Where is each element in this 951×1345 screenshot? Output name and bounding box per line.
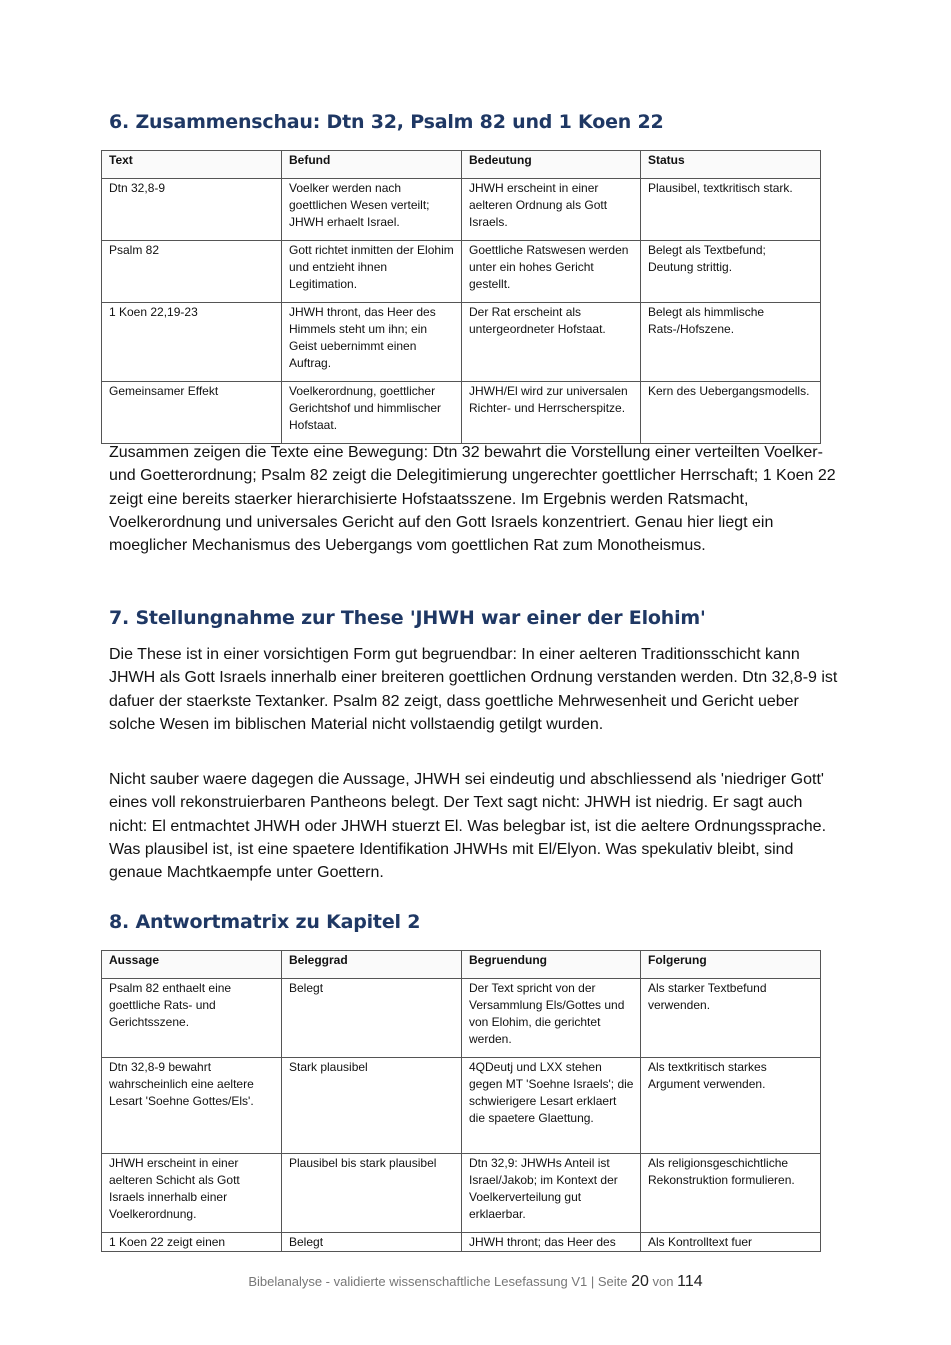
column-header: Status	[641, 151, 821, 179]
table-header-row	[102, 951, 821, 979]
table-cell: Dtn 32,9: JHWHs Anteil ist Israel/Jakob; im Kontext der Voelkerverteilung gut erklaerbar.	[462, 1154, 641, 1233]
table-cell: Voelkerordnung, goettlicher Gerichtshof und himmlischer Hofstaat.	[282, 382, 462, 444]
thesis-paragraph-1: Die These ist in einer vorsichtigen Form gut begruendbar: In einer aelteren Traditionsschicht kann JHWH als Gott Israels innerhalb einer breiteren goettlichen Ordnung verstanden werden. Dtn 32,8-9 ist dafuer der staerkste Textanker. Psalm 82 zeigt, dass goettliche Mehrwesenheit und Gericht ueber solche Wesen im biblischen Material nicht vollstaendig getilgt wurden.	[109, 646, 838, 733]
section-7-heading: 7. Stellungnahme zur These 'JHWH war einer der Elohim'	[109, 607, 706, 629]
footer-total-pages: 114	[677, 1273, 703, 1290]
table-cell: Plausibel, textkritisch stark.	[641, 179, 821, 241]
table-row	[102, 1233, 821, 1252]
footer-of-label: von	[648, 1274, 678, 1289]
footer-document-title: Bibelanalyse - validierte wissenschaftliche Lesefassung V1 | Seite	[248, 1274, 632, 1289]
table-cell: Psalm 82	[102, 241, 282, 303]
column-header: Begruendung	[462, 951, 641, 979]
table-cell: JHWH erscheint in einer aelteren Schicht als Gott Israels innerhalb einer Voelkerordnung.	[102, 1154, 282, 1233]
table-cell: 4QDeutj und LXX stehen gegen MT 'Soehne Israels'; die schwierigere Lesart erklaert die spaetere Glaettung.	[462, 1058, 641, 1154]
table-cell: Als religionsgeschichtliche Rekonstruktion formulieren.	[641, 1154, 821, 1233]
table-cell: Der Text spricht von der Versammlung Els/Gottes und von Elohim, die gerichtet werden.	[462, 979, 641, 1058]
table-cell: Belegt	[282, 979, 462, 1058]
column-header: Aussage	[102, 951, 282, 979]
table-row	[102, 979, 821, 1058]
table-cell: Belegt als himmlische Rats-/Hofszene.	[641, 303, 821, 382]
summary-table	[101, 150, 821, 444]
table-cell: Der Rat erscheint als untergeordneter Hofstaat.	[462, 303, 641, 382]
table-cell: Stark plausibel	[282, 1058, 462, 1154]
table-cell: Belegt als Textbefund; Deutung strittig.	[641, 241, 821, 303]
section-8-heading: 8. Antwortmatrix zu Kapitel 2	[109, 911, 421, 933]
summary-paragraph: Zusammen zeigen die Texte eine Bewegung: Dtn 32 bewahrt die Vorstellung einer verteilten Voelker- und Goetterordnung; Psalm 82 zeigt die Delegitimierung ungerechter goettlicher Herrschaft; 1 Koen 22 zeigt eine bereits staerker hierarchisierte Hofstaatsszene. Im Ergebnis werden Ratsmacht, Voelkerordnung und universales Gericht auf den Gott Israels konzentriert. Genau hier liegt ein moeglicher Mechanismus des Uebergangs vom goettlichen Rat zum Monotheismus.	[109, 444, 836, 555]
table-row	[102, 241, 821, 303]
table-cell: 1 Koen 22,19-23	[102, 303, 282, 382]
page-footer	[0, 1273, 951, 1291]
table-cell: Als Kontrolltext fuer	[641, 1233, 821, 1252]
table-cell: Gemeinsamer Effekt	[102, 382, 282, 444]
table-cell: JHWH/El wird zur universalen Richter- und Herrscherspitze.	[462, 382, 641, 444]
table-cell: 1 Koen 22 zeigt einen	[102, 1233, 282, 1252]
table-cell: Gott richtet inmitten der Elohim und entzieht ihnen Legitimation.	[282, 241, 462, 303]
table-cell: Dtn 32,8-9	[102, 179, 282, 241]
table-row	[102, 382, 821, 444]
table-cell: JHWH thront, das Heer des Himmels steht um ihn; ein Geist uebernimmt einen Auftrag.	[282, 303, 462, 382]
table-row	[102, 1154, 821, 1233]
table-row	[102, 303, 821, 382]
column-header: Befund	[282, 151, 462, 179]
section-6-heading: 6. Zusammenschau: Dtn 32, Psalm 82 und 1 Koen 22	[109, 111, 664, 133]
column-header: Bedeutung	[462, 151, 641, 179]
table-header-row	[102, 151, 821, 179]
column-header: Text	[102, 151, 282, 179]
table-cell: Plausibel bis stark plausibel	[282, 1154, 462, 1233]
table-cell: JHWH thront; das Heer des	[462, 1233, 641, 1252]
thesis-paragraph-2: Nicht sauber waere dagegen die Aussage, JHWH sei eindeutig und abschliessend als 'niedriger Gott' eines voll rekonstruierbaren Pantheons belegt. Der Text sagt nicht: JHWH ist niedrig. Er sagt auch nicht: El entmachtet JHWH oder JHWH stuerzt El. Was belegbar ist, ist die aeltere Ordnungssprache. Was plausibel ist, ist eine spaetere Identifikation JHWHs mit El/Elyon. Was spekulativ bleibt, sind genaue Machtkaempfe unter Goettern.	[109, 771, 827, 882]
table-cell: Kern des Uebergangsmodells.	[641, 382, 821, 444]
answer-matrix-table	[101, 950, 821, 1252]
table-cell: Goettliche Ratswesen werden unter ein hohes Gericht gestellt.	[462, 241, 641, 303]
table-row	[102, 1058, 821, 1154]
table-cell: Dtn 32,8-9 bewahrt wahrscheinlich eine aeltere Lesart 'Soehne Gottes/Els'.	[102, 1058, 282, 1154]
table-cell: Voelker werden nach goettlichen Wesen verteilt; JHWH erhaelt Israel.	[282, 179, 462, 241]
table-cell: Belegt	[282, 1233, 462, 1252]
table-cell: JHWH erscheint in einer aelteren Ordnung als Gott Israels.	[462, 179, 641, 241]
table-cell: Psalm 82 enthaelt eine goettliche Rats- und Gerichtsszene.	[102, 979, 282, 1058]
footer-page-number: 20	[631, 1273, 649, 1290]
table-cell: Als starker Textbefund verwenden.	[641, 979, 821, 1058]
column-header: Folgerung	[641, 951, 821, 979]
column-header: Beleggrad	[282, 951, 462, 979]
table-row	[102, 179, 821, 241]
table-cell: Als textkritisch starkes Argument verwenden.	[641, 1058, 821, 1154]
